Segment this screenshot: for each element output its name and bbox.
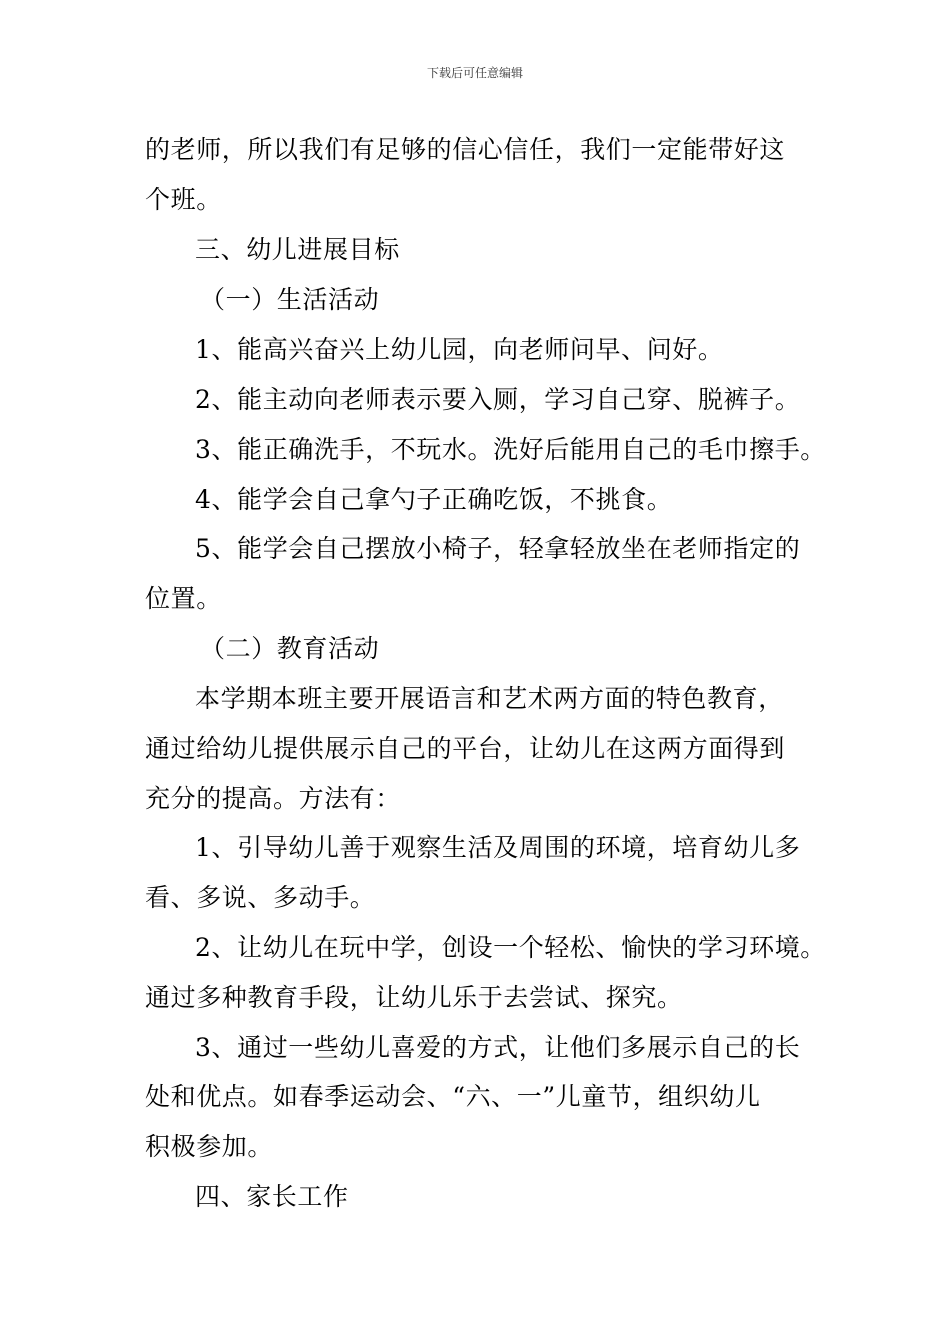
subsection-heading: （一）生活活动 — [200, 285, 380, 314]
paragraph-line: 通过给幼儿提供展示自己的平台，让幼儿在这两方面得到 — [145, 734, 786, 763]
list-item: 1、引导幼儿善于观察生活及周围的环境，培育幼儿多 — [195, 833, 801, 862]
paragraph-line: 通过多种教育手段，让幼儿乐于去尝试、探究。 — [145, 983, 683, 1012]
list-item: 3、能正确洗手，不玩水。洗好后能用自己的毛巾擦手。 — [195, 435, 826, 464]
paragraph-line: 的老师，所以我们有足够的信心信任，我们一定能带好这 — [145, 135, 786, 164]
list-item: 1、能高兴奋兴上幼儿园，向老师问早、问好。 — [195, 335, 724, 364]
list-item: 2、让幼儿在玩中学，创设一个轻松、愉快的学习环境。 — [195, 933, 826, 962]
list-item: 2、能主动向老师表示要入厕，学习自己穿、脱裤子。 — [195, 385, 801, 414]
list-item: 3、通过一些幼儿喜爱的方式，让他们多展示自己的长 — [195, 1033, 801, 1062]
page-header: 下载后可任意编辑 — [426, 66, 523, 80]
section-heading: 四、家长工作 — [195, 1182, 349, 1211]
section-heading: 三、幼儿进展目标 — [195, 235, 400, 264]
subsection-heading: （二）教育活动 — [200, 634, 380, 663]
list-item: 4、能学会自己拿勺子正确吃饭，不挑食。 — [195, 485, 673, 514]
paragraph-line: 个班。 — [145, 185, 222, 214]
paragraph-line: 充分的提高。方法有： — [145, 784, 402, 813]
paragraph-line: 看、多说、多动手。 — [145, 883, 376, 912]
paragraph-line: 处和优点。如春季运动会、“六、一”儿童节，组织幼儿 — [145, 1082, 761, 1111]
paragraph-line: 积极参加。 — [145, 1132, 274, 1161]
paragraph-line: 本学期本班主要开展语言和艺术两方面的特色教育， — [195, 684, 784, 713]
paragraph-line: 位置。 — [145, 584, 222, 613]
list-item: 5、能学会自己摆放小椅子，轻拿轻放坐在老师指定的 — [195, 534, 801, 563]
